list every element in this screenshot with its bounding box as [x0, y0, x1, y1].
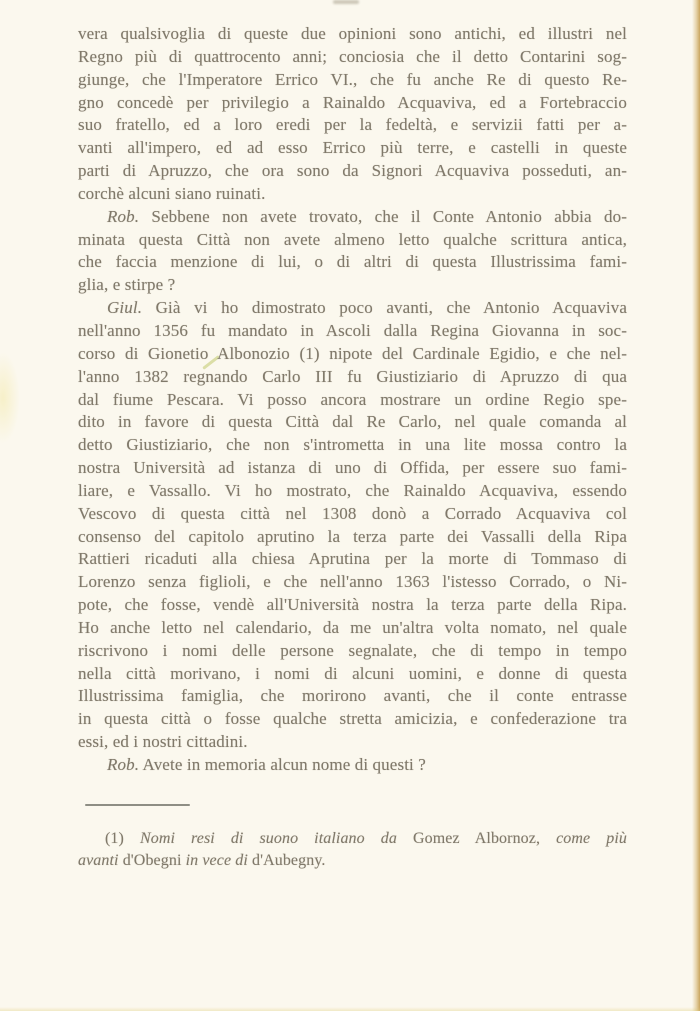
paragraph [78, 23, 627, 206]
text-line: minata questa Città non avete almeno letto qualche scrittura antica, [78, 229, 627, 249]
footnote-text: d'Aubegny. [252, 851, 326, 869]
text-line: consenso del capitolo aprutino la terza parte dei Vassalli della Ripa [78, 526, 627, 546]
text-line: vanti all'impero, ed ad esso Errico più terre, e castelli in queste [78, 138, 627, 158]
text-line: in questa città o fosse qualche stretta amicizia, e confederazione tra [78, 709, 627, 729]
text-line [78, 206, 627, 229]
footnote [78, 828, 627, 871]
text-line [78, 754, 627, 777]
text-line: Regno più di quattrocento anni; conciosia che il detto Contarini sog- [78, 46, 627, 66]
scan-edge-bottom [0, 1007, 700, 1011]
text-line: Illustrissima famiglia, che morirono avanti, che il conte entrasse [78, 686, 627, 706]
text-line: nostra Università ad istanza di uno di Offida, per essere suo fami- [78, 458, 627, 478]
text-line: suo fratello, ed a loro eredi per la fedeltà, e servizii fatti per a- [78, 115, 627, 135]
footnote-marker: (1) [105, 830, 140, 847]
text-line: detto Giustiziario, che non s'intrometta in una lite mossa contro la [78, 435, 627, 455]
text-line: Ho anche letto nel calendario, da me un'altra volta nomato, nel quale [78, 617, 627, 637]
speaker-label: Rob. [107, 206, 140, 226]
body-text-block [78, 23, 627, 777]
text-line: corso di Gionetio Albonozio (1) nipote del Cardinale Egidio, e che nel- [78, 343, 627, 363]
footnote-separator-rule [85, 804, 190, 806]
text-line: nell'anno 1356 fu mandato in Ascoli dalla Regina Giovanna in soc- [78, 320, 627, 340]
text-line: gno concedè per privilegio a Rainaldo Acquaviva, ed a Fortebraccio [78, 92, 627, 112]
footnote-line [78, 850, 627, 872]
text-line: dito in favore di questa Città dal Re Carlo, nel quale comanda al [78, 412, 627, 432]
footnote-line [78, 828, 627, 850]
text-line: vera qualsivoglia di queste due opinioni sono antichi, ed illustri nel [78, 24, 627, 43]
text-line: pote, che fosse, vendè all'Università nostra la terza parte della Ripa. [78, 595, 627, 615]
cropped-header-artifact [333, 0, 359, 4]
text-line: Vescovo di questa città nel 1308 donò a Corrado Acquaviva col [78, 503, 627, 523]
text-line [78, 297, 627, 320]
text-line: Rattieri ricaduti alla chiesa Aprutina per la morte di Tommaso di [78, 549, 627, 569]
text-line: l'anno 1382 regnando Carlo III fu Giustiziario di Apruzzo di qua [78, 366, 627, 386]
text-line: corchè alcuni siano ruinati. [78, 183, 266, 203]
footnote-text: d'Obegni [122, 851, 186, 869]
text-line: glia, e stirpe ? [78, 275, 176, 295]
text-line: dal fiume Pescara. Vi posso ancora mostrare un ordine Regio spe- [78, 389, 627, 409]
text-line: giunge, che l'Imperatore Errico VI., che fu anche Re di questo Re- [78, 69, 627, 89]
line-text: Avete in memoria alcun nome di questi ? [139, 755, 426, 774]
text-line: Lorenzo senza figlioli, e che nell'anno 1363 l'istesso Corrado, o Ni- [78, 572, 627, 592]
text-line: parti di Apruzzo, che ora sono da Signori Acquaviva posseduti, an- [78, 161, 627, 181]
footnote-text: Gomez Albornoz, [412, 830, 557, 847]
text-line: che faccia menzione di lui, o di altri di questa Illustrissima fami- [78, 252, 627, 272]
footnote-text: Nomi resi di suono italiano da [139, 830, 413, 847]
paragraph [78, 206, 627, 297]
speaker-label: Giul. [107, 298, 143, 318]
line-text: Già vi ho dimostrato poco avanti, che Antonio Acquaviva [142, 298, 627, 318]
paragraph [78, 754, 627, 777]
scan-edge-right [692, 0, 700, 1011]
text-line: essi, ed i nostri cittadini. [78, 732, 248, 752]
footnote-text: in vece di [185, 851, 252, 869]
line-text: Sebbene non avete trovato, che il Conte Antonio abbia do- [139, 206, 627, 226]
text-line: riscrivono i nomi delle persone segnalate, che di tempo in tempo [78, 640, 627, 660]
footnote-text: avanti [78, 851, 123, 869]
paper-stain [0, 352, 20, 444]
text-line: liare, e Vassallo. Vi ho mostrato, che Rainaldo Acquaviva, essendo [78, 480, 627, 500]
text-line: nella città morivano, i nomi di alcuni uomini, e donne di questa [78, 663, 627, 683]
speaker-label: Rob. [107, 755, 140, 774]
footnote-text: come più [556, 830, 627, 847]
paragraph [78, 297, 627, 754]
